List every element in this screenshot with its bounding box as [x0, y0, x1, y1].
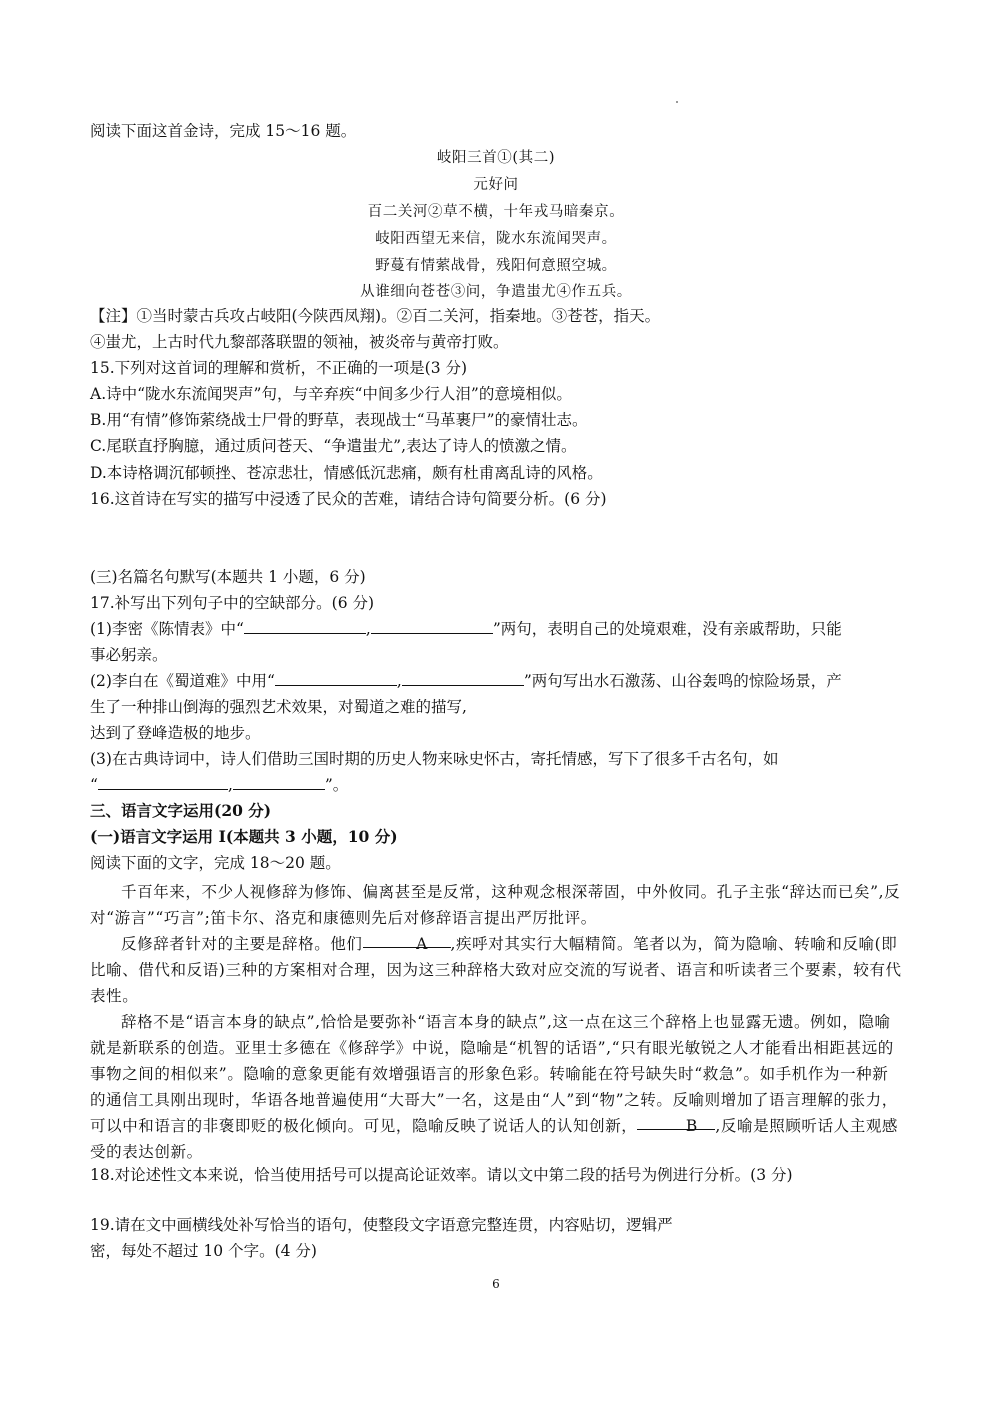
paragraph-text: 辞格不是“语言本身的缺点”,恰恰是要弥补“语言本身的缺点”,这一点在这三个辞格上也显露无遗。例如，隐喻就是新联系的创造。亚里士多德在《修辞学》中说，隐喻是“机智的话语”,“只有眼光敏锐之人才能看出相距甚远的事物之间的相似来”。隐喻的意象更能有效增强语言的形象色彩。转喻能在符号缺失时“救急”。如手机作为一种新的通信工具刚出现时，华语各地普遍使用“大哥大”一名，这是由“人”到“物”之转。反喻则增加了语言理解的张力，可以中和语言的非褒即贬的极化倾向。可见，隐喻反映了说话人的认知创新， — [90, 1013, 898, 1135]
blank-label: A — [416, 935, 428, 953]
poem-line: 从谁细向苍苍③问，争遣蚩尤④作五兵。 — [360, 284, 632, 300]
question-17-item-2 — [90, 671, 904, 691]
question-18: 18.对论述性文本来说，恰当使用括号可以提高论证效率。请以文中第二段的括号为例进行分析。(3 分) — [90, 1166, 793, 1184]
answer-blank-a[interactable] — [363, 931, 451, 953]
question-16: 16.这首诗在写实的描写中浸透了民众的苦难，请结合诗句简要分析。(6 分) — [90, 490, 607, 508]
open-quote: “ — [90, 776, 98, 794]
poem-line: 岐阳西望无来信，陇水东流闻哭声。 — [375, 231, 617, 247]
item-text: (1)李密《陈情表》中“ — [90, 620, 244, 638]
paragraph-text: 反修辞者针对的主要是辞格。他们 — [121, 935, 363, 953]
blank-separator: , — [365, 620, 371, 638]
passage-paragraph-3 — [90, 1009, 904, 1165]
answer-blank-b[interactable] — [637, 1113, 715, 1135]
item-text: (2)李白在《蜀道难》中用“ — [90, 672, 275, 690]
option-b: B.用“有情”修饰萦绕战士尸骨的野草，表现战士“马革裹尸”的豪情壮志。 — [90, 411, 588, 429]
scan-speck — [676, 101, 678, 103]
blank-separator: , — [227, 776, 233, 794]
question-17-stem: 17.补写出下列句子中的空缺部分。(6 分) — [90, 594, 375, 612]
question-19: 19.请在文中画横线处补写恰当的语句，使整段文字语意完整连贯，内容贴切，逻辑严 — [90, 1216, 673, 1234]
item-text: ”两句，表明自己的处境艰难，没有亲戚帮助，只能 — [492, 620, 842, 638]
option-c: C.尾联直抒胸臆，通过质问苍天、“争遣蚩尤”,表达了诗人的愤激之情。 — [90, 437, 577, 455]
question-17-item-3-blanks — [90, 775, 904, 795]
close-quote: ”。 — [324, 776, 349, 794]
option-d: D.本诗格调沉郁顿挫、苍凉悲壮，情感低沉悲痛，颇有杜甫离乱诗的风格。 — [90, 464, 603, 482]
poem-author: 元好问 — [473, 177, 519, 193]
passage-paragraph-2 — [90, 931, 904, 1009]
question-17-item-2-cont: 生了一种排山倒海的强烈艺术效果，对蜀道之难的描写, — [90, 698, 467, 716]
question-19-cont: 密，每处不超过 10 个字。(4 分) — [90, 1242, 317, 1260]
blank-label: B — [685, 1117, 698, 1135]
answer-blank[interactable] — [371, 619, 493, 634]
section-heading: (三)名篇名句默写(本题共 1 小题，6 分) — [90, 568, 366, 586]
question-15-stem: 15.下列对这首词的理解和赏析，不正确的一项是(3 分) — [90, 359, 468, 377]
blank-separator: , — [396, 672, 402, 690]
question-17-item-1 — [90, 619, 904, 639]
poem-title: 岐阳三首①(其二) — [436, 150, 556, 166]
question-17-item-2-cont: 达到了登峰造极的地步。 — [90, 724, 261, 742]
question-17-item-1-cont: 事必躬亲。 — [90, 646, 168, 664]
option-a: A.诗中“陇水东流闻哭声”句，与辛弃疾“中间多少行人泪”的意境相似。 — [90, 385, 572, 403]
answer-blank[interactable] — [275, 671, 397, 686]
sub-section-heading: (一)语言文字运用 I(本题共 3 小题，10 分) — [90, 827, 398, 846]
poem-line: 野蔓有情萦战骨，残阳何意照空城。 — [375, 258, 617, 274]
answer-blank[interactable] — [233, 775, 325, 790]
answer-blank[interactable] — [402, 671, 524, 686]
item-text: ”两句写出水石激荡、山谷轰鸣的惊险场景，产 — [523, 672, 842, 690]
answer-blank[interactable] — [98, 775, 228, 790]
paragraph-text: ,疾呼对其实行大幅精简。笔者以为，简为隐喻、转喻和反喻(即比喻、借代和反语)三种的方案相对合理，因为这三种辞格大致对应交流的写说者、语言和听读者三个要素，较有代表性。 — [90, 935, 902, 1005]
page-number: 6 — [492, 1277, 500, 1291]
poem-note: 【注】①当时蒙古兵攻占岐阳(今陕西凤翔)。②百二关河，指秦地。③苍苍，指天。 — [90, 307, 661, 325]
reading-intro: 阅读下面这首金诗，完成 15～16 题。 — [90, 122, 357, 140]
reading-intro-2: 阅读下面的文字，完成 18～20 题。 — [90, 854, 341, 872]
part-heading: 三、语言文字运用(20 分) — [90, 801, 272, 820]
answer-blank[interactable] — [244, 619, 366, 634]
poem-note: ④蚩尤，上古时代九黎部落联盟的领袖，被炎帝与黄帝打败。 — [90, 333, 509, 351]
passage-paragraph-1: 千百年来，不少人视修辞为修饰、偏离甚至是反常，这种观念根深蒂固，中外攸同。孔子主张“辞达而已矣”,反对“游言”“巧言”;笛卡尔、洛克和康德则先后对修辞语言提出严厉批评。 — [90, 883, 901, 927]
poem-line: 百二关河②草不横，十年戎马暗秦京。 — [367, 204, 625, 220]
question-17-item-3: (3)在古典诗词中，诗人们借助三国时期的历史人物来咏史怀古，寄托情感，写下了很多千古名句，如 — [90, 750, 779, 768]
paragraph-text: ,反喻是照顾听话人主观感受的表达创新。 — [90, 1117, 899, 1161]
